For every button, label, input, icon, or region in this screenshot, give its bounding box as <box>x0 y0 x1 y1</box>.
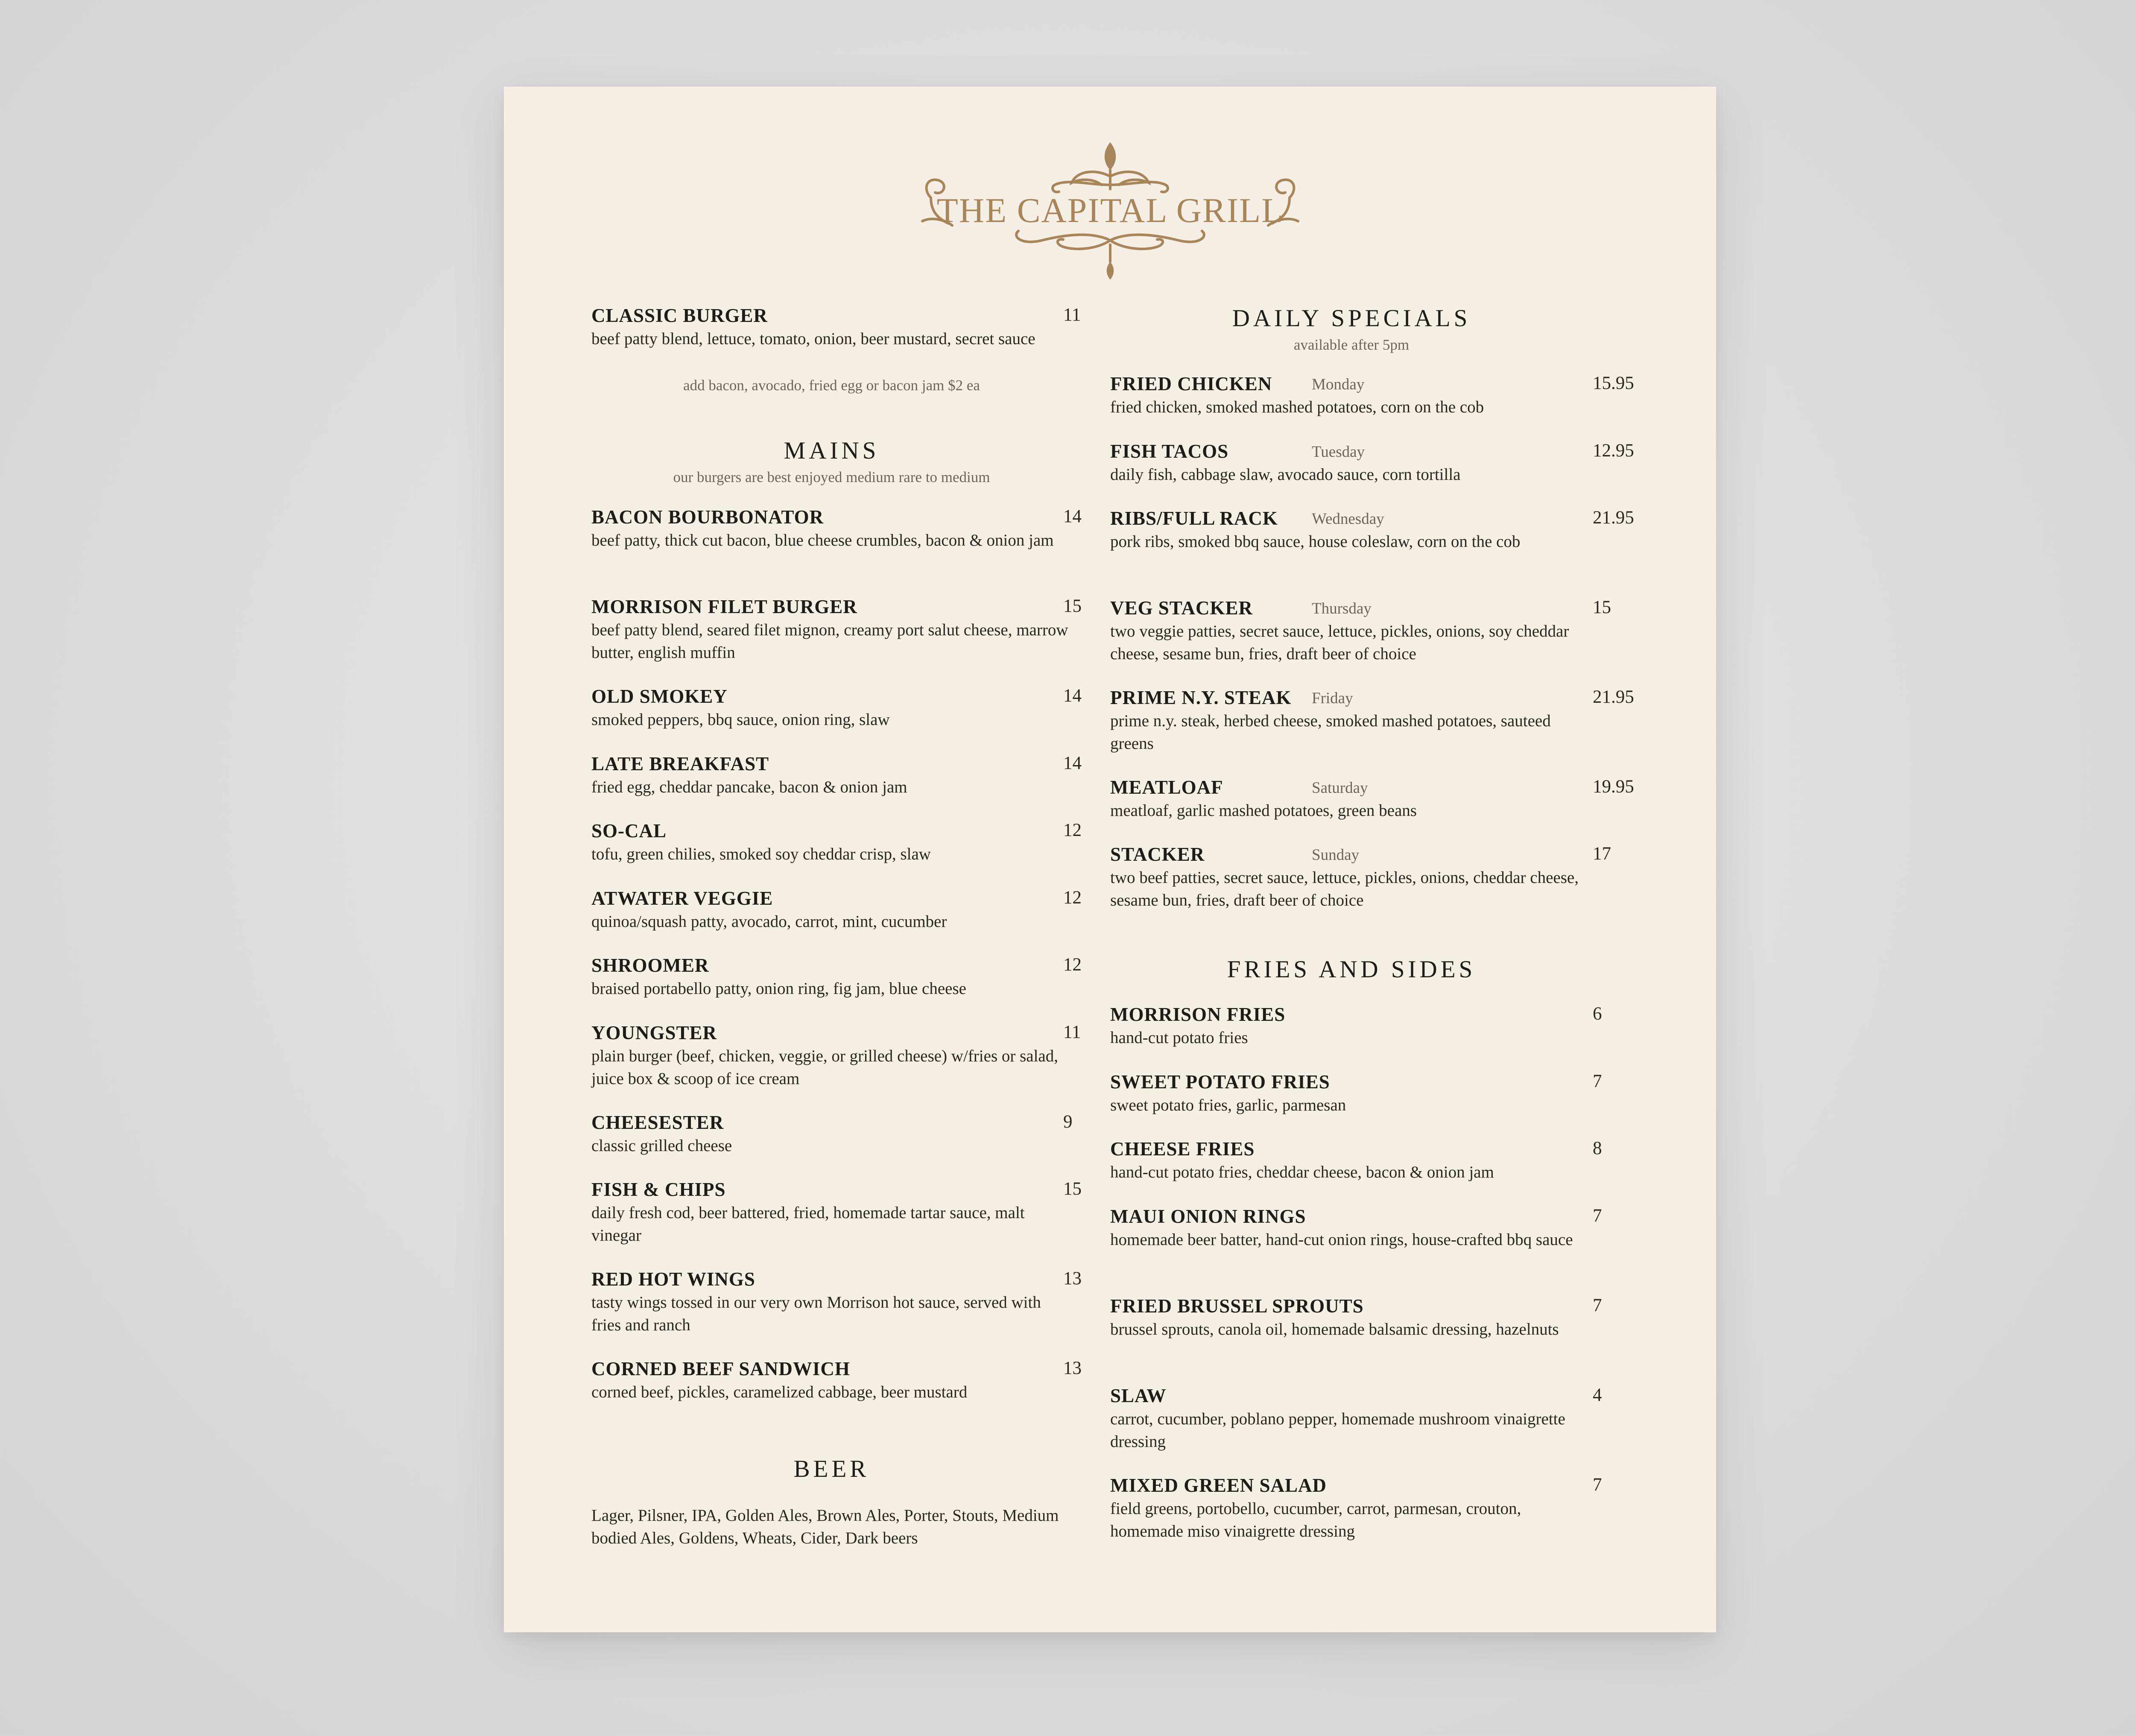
item-description: two beef patties, secret sauce, lettuce, pickles, onions, cheddar cheese, sesame bun, fries, draft beer of choice <box>1110 868 1579 909</box>
item-name: SLAW <box>1110 1385 1167 1406</box>
item-name: FISH TACOS <box>1110 441 1229 462</box>
item-day: Wednesday <box>1312 510 1384 528</box>
item-name: MIXED GREEN SALAD <box>1110 1475 1327 1496</box>
item-description: meatloaf, garlic mashed potatoes, green beans <box>1110 801 1417 820</box>
item-price: 15 <box>1063 596 1082 616</box>
item-description: classic grilled cheese <box>591 1137 732 1155</box>
item-price: 7 <box>1593 1475 1602 1495</box>
item-name: PRIME N.Y. STEAK <box>1110 687 1292 708</box>
item-price: 7 <box>1593 1206 1602 1226</box>
item-description: homemade beer batter, hand-cut onion rings, house-crafted bbq sauce <box>1110 1230 1573 1249</box>
item-price: 11 <box>1063 305 1081 325</box>
classic-addon-note: add bacon, avocado, fried egg or bacon jam $2 ea <box>683 377 980 394</box>
item-name: SHROOMER <box>591 955 709 976</box>
item-name: OLD SMOKEY <box>591 686 728 707</box>
item-name: MAUI ONION RINGS <box>1110 1206 1306 1227</box>
item-name: VEG STACKER <box>1110 597 1253 619</box>
item-day: Thursday <box>1312 600 1372 617</box>
item-price: 14 <box>1063 506 1082 526</box>
item-price: 21.95 <box>1593 687 1634 707</box>
item-price: 12 <box>1063 955 1082 975</box>
item-description: plain burger (beef, chicken, veggie, or grilled cheese) w/fries or salad, juice box & scoop of ice cream <box>591 1047 1058 1088</box>
item-day: Friday <box>1312 690 1353 707</box>
item-name: MEATLOAF <box>1110 777 1223 798</box>
item-price: 14 <box>1063 753 1082 773</box>
restaurant-logo <box>914 134 1307 287</box>
menu-page <box>504 87 1716 1632</box>
item-price: 8 <box>1593 1138 1602 1158</box>
item-name: LATE BREAKFAST <box>591 753 769 774</box>
item-description: smoked peppers, bbq sauce, onion ring, slaw <box>591 710 890 729</box>
item-description: tasty wings tossed in our very own Morrison hot sauce, served with fries and ranch <box>591 1293 1041 1334</box>
item-description: fried egg, cheddar pancake, bacon & onion jam <box>591 778 907 796</box>
item-name: RIBS/FULL RACK <box>1110 508 1278 529</box>
item-price: 12 <box>1063 820 1082 840</box>
item-price: 7 <box>1593 1295 1602 1315</box>
item-name: CHEESESTER <box>591 1112 724 1133</box>
item-description: pork ribs, smoked bbq sauce, house coleslaw, corn on the cob <box>1110 532 1521 551</box>
section-title-daily-specials: DAILY SPECIALS <box>1232 305 1471 332</box>
item-price: 4 <box>1593 1385 1602 1405</box>
item-price: 21.95 <box>1593 508 1634 528</box>
ornament-icon <box>914 134 1307 287</box>
item-description: braised portabello patty, onion ring, fig jam, blue cheese <box>591 979 966 998</box>
item-description: daily fresh cod, beer battered, fried, homemade tartar sauce, malt vinegar <box>591 1204 1025 1245</box>
item-description: quinoa/squash patty, avocado, carrot, mint, cucumber <box>591 912 947 931</box>
item-price: 17 <box>1593 844 1611 864</box>
item-price: 6 <box>1593 1004 1602 1024</box>
item-name: RED HOT WINGS <box>591 1268 755 1290</box>
item-description: brussel sprouts, canola oil, homemade balsamic dressing, hazelnuts <box>1110 1320 1559 1339</box>
item-description: field greens, portobello, cucumber, carrot, parmesan, crouton, homemade miso vinaigrette dressing <box>1110 1499 1521 1540</box>
section-subtitle-specials: available after 5pm <box>1293 336 1410 353</box>
item-description: daily fish, cabbage slaw, avocado sauce, corn tortilla <box>1110 465 1461 484</box>
item-price: 14 <box>1063 686 1082 706</box>
restaurant-name: THE CAPITAL GRILL <box>936 191 1284 230</box>
item-name: FRIED CHICKEN <box>1110 373 1272 395</box>
item-description: hand-cut potato fries, cheddar cheese, bacon & onion jam <box>1110 1163 1494 1181</box>
item-description: hand-cut potato fries <box>1110 1029 1248 1047</box>
item-name: STACKER <box>1110 844 1205 865</box>
item-price: 19.95 <box>1593 777 1634 797</box>
item-price: 15 <box>1063 1179 1082 1199</box>
item-name: CHEESE FRIES <box>1110 1138 1255 1160</box>
item-price: 9 <box>1063 1112 1073 1132</box>
item-price: 7 <box>1593 1071 1602 1091</box>
section-title-fries-and-sides: FRIES AND SIDES <box>1227 956 1476 983</box>
item-price: 13 <box>1063 1268 1082 1289</box>
item-price: 12 <box>1063 888 1082 908</box>
section-title-beer: BEER <box>793 1455 870 1482</box>
section-subtitle-mains: our burgers are best enjoyed medium rare to medium <box>673 469 990 485</box>
item-day: Tuesday <box>1312 443 1365 461</box>
item-name: SO-CAL <box>591 820 667 842</box>
item-day: Monday <box>1312 376 1365 393</box>
item-description: carrot, cucumber, poblano pepper, homemade mushroom vinaigrette dressing <box>1110 1410 1565 1451</box>
item-name: SWEET POTATO FRIES <box>1110 1071 1330 1093</box>
item-name: BACON BOURBONATOR <box>591 506 824 528</box>
section-title-mains: MAINS <box>784 437 880 464</box>
item-price: 13 <box>1063 1358 1082 1378</box>
item-price: 12.95 <box>1593 441 1634 461</box>
item-description: prime n.y. steak, herbed cheese, smoked mashed potatoes, sauteed greens <box>1110 712 1551 753</box>
item-day: Sunday <box>1312 846 1359 864</box>
item-name: CORNED BEEF SANDWICH <box>591 1358 850 1379</box>
item-description: beef patty blend, lettuce, tomato, onion, beer mustard, secret sauce <box>591 330 1035 348</box>
item-name: FRIED BRUSSEL SPROUTS <box>1110 1295 1364 1317</box>
item-name: CLASSIC BURGER <box>591 305 768 326</box>
item-description: sweet potato fries, garlic, parmesan <box>1110 1096 1346 1114</box>
item-description: beef patty blend, seared filet mignon, creamy port salut cheese, marrow butter, english muffin <box>591 621 1068 662</box>
beer-list: Lager, Pilsner, IPA, Golden Ales, Brown Ales, Porter, Stouts, Medium bodied Ales, Goldens, Wheats, Cider, Dark beers <box>591 1506 1059 1547</box>
item-name: YOUNGSTER <box>591 1022 717 1043</box>
item-description: tofu, green chilies, smoked soy cheddar crisp, slaw <box>591 845 931 863</box>
item-price: 11 <box>1063 1022 1081 1042</box>
item-description: fried chicken, smoked mashed potatoes, corn on the cob <box>1110 398 1484 416</box>
item-description: corned beef, pickles, caramelized cabbage, beer mustard <box>591 1383 968 1401</box>
item-price: 15.95 <box>1593 373 1634 393</box>
item-description: two veggie patties, secret sauce, lettuce, pickles, onions, soy cheddar cheese, sesame bun, fries, draft beer of choice <box>1110 622 1569 663</box>
item-description: beef patty, thick cut bacon, blue cheese crumbles, bacon & onion jam <box>591 531 1054 549</box>
item-price: 15 <box>1593 597 1611 617</box>
item-name: MORRISON FRIES <box>1110 1004 1286 1025</box>
item-name: ATWATER VEGGIE <box>591 888 773 909</box>
item-name: MORRISON FILET BURGER <box>591 596 857 617</box>
item-day: Saturday <box>1312 779 1368 797</box>
item-name: FISH & CHIPS <box>591 1179 726 1200</box>
